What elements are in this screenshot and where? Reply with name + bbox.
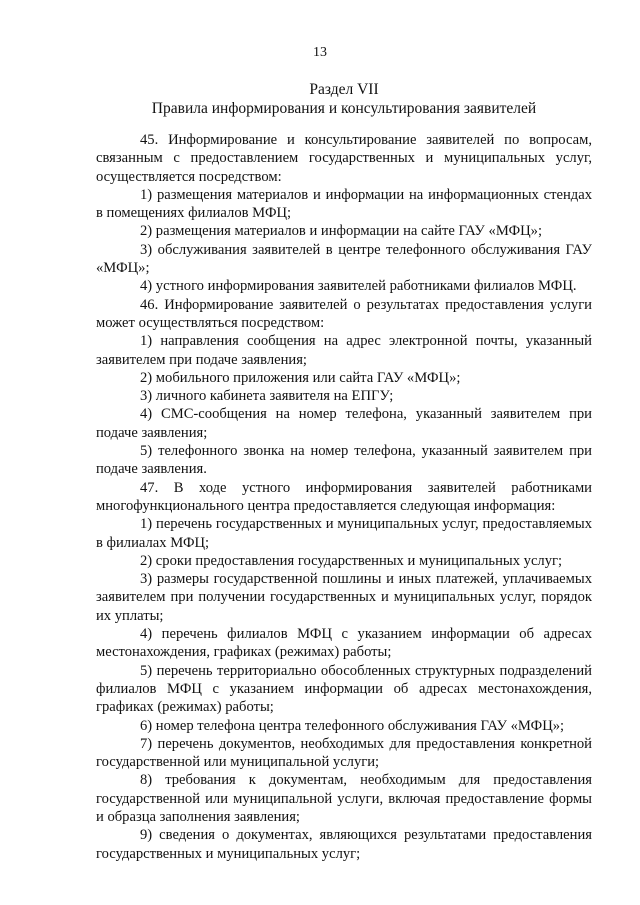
- list-item: 8) требования к документам, необходимым для предоставления государственной или муниципальной услуги, включая предоставление формы и образца заполнения заявления;: [96, 772, 592, 825]
- list-item: 3) обслуживания заявителей в центре телефонного обслуживания ГАУ «МФЦ»;: [96, 241, 592, 277]
- paragraph-47-intro: 47. В ходе устного информирования заявителей работниками многофункционального центра предоставляется следующая информация:: [96, 479, 592, 514]
- list-item: 4) СМС-сообщения на номер телефона, указанный заявителем при подаче заявления;: [96, 406, 592, 441]
- list-item: 2) сроки предоставления государственных и муниципальных услуг;: [140, 552, 563, 569]
- list-item: 4) перечень филиалов МФЦ с указанием информации об адресах местонахождения, графиках (режимах) работы;: [96, 626, 592, 661]
- page-number: 13: [313, 45, 327, 60]
- list-item: 7) перечень документов, необходимых для предоставления конкретной государственной или муниципальной услуги;: [96, 735, 592, 771]
- list-item: 4) устного информирования заявителей работниками филиалов МФЦ.: [140, 278, 577, 295]
- paragraph-45-intro: 45. Информирование и консультирование заявителей по вопросам, связанным с предоставлением государственных и муниципальных услуг, осуществляется посредством:: [96, 132, 592, 185]
- section-title: Раздел VII: [309, 81, 379, 98]
- list-item: 2) мобильного приложения или сайта ГАУ «МФЦ»;: [140, 369, 461, 386]
- document-body: [96, 131, 592, 863]
- list-item: 2) размещения материалов и информации на сайте ГАУ «МФЦ»;: [140, 223, 543, 240]
- list-item: 5) перечень территориально обособленных структурных подразделений филиалов МФЦ с указанием информации об адресах местонахождения, графиках (режимах) работы;: [96, 662, 592, 716]
- list-item: 6) номер телефона центра телефонного обслуживания ГАУ «МФЦ»;: [140, 717, 565, 734]
- paragraph-46-intro: 46. Информирование заявителей о результатах предоставления услуги может осуществляться посредством:: [96, 296, 592, 331]
- section-subtitle: Правила информирования и консультирования заявителей: [151, 100, 537, 117]
- list-item: 3) размеры государственной пошлины и иных платежей, уплачиваемых заявителем при получении государственных и муниципальных услуг, порядок их уплаты;: [96, 571, 592, 624]
- list-item: 1) направления сообщения на адрес электронной почты, указанный заявителем при подаче заявления;: [96, 333, 592, 368]
- list-item: 1) перечень государственных и муниципальных услуг, предоставляемых в филиалах МФЦ;: [96, 516, 592, 551]
- list-item: 5) телефонного звонка на номер телефона, указанный заявителем при подаче заявления.: [96, 443, 592, 478]
- list-item: 9) сведения о документах, являющихся результатами предоставления государственных и муниципальных услуг;: [96, 827, 592, 862]
- list-item: 3) личного кабинета заявителя на ЕПГУ;: [140, 388, 394, 405]
- list-item: 1) размещения материалов и информации на информационных стендах в помещениях филиалов МФЦ;: [96, 186, 592, 222]
